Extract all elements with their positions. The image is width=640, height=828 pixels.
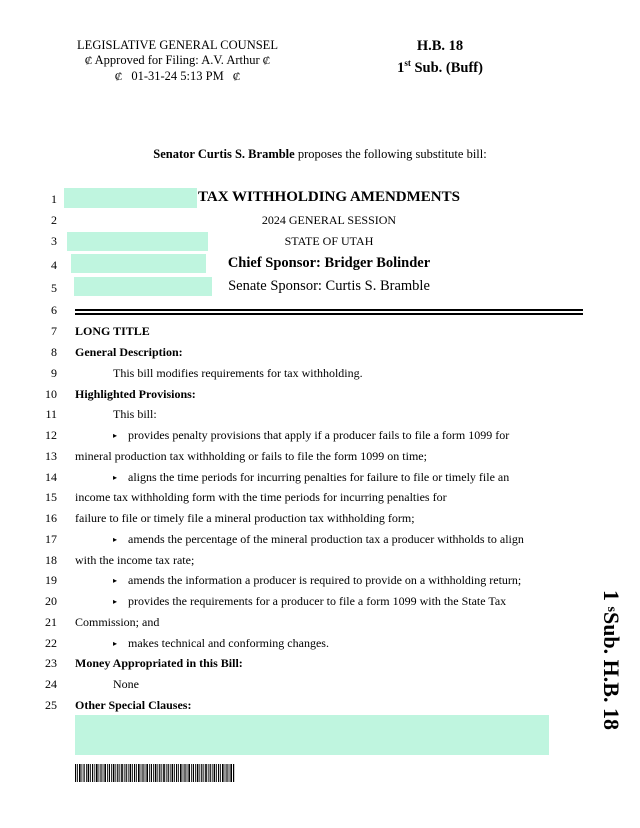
line-number: 14	[45, 470, 57, 484]
line-number: 6	[51, 303, 57, 317]
body-text: This bill:	[113, 407, 157, 421]
body-text: with the income tax rate;	[75, 553, 195, 567]
bullet-item	[113, 470, 509, 485]
bill-number: H.B. 18	[416, 38, 464, 54]
bullet-icon: ▸	[113, 431, 118, 440]
state-label: STATE OF UTAH	[284, 234, 374, 248]
line-number: 13	[45, 449, 57, 463]
side-sub-number: 1	[599, 590, 624, 601]
bullet-text: amends the information a producer is required to provide on a withholding return;	[128, 573, 522, 587]
line-number: 7	[51, 324, 57, 338]
approval-text: Approved for Filing: A.V. Arthur	[94, 53, 260, 67]
sub-rest: Sub. (Buff)	[410, 59, 483, 76]
body-text: None	[113, 677, 139, 691]
line-number: 25	[45, 698, 57, 712]
bullet-icon: ▸	[113, 639, 118, 648]
bullet-icon: ▸	[113, 535, 118, 544]
side-bill-id: Sub. H.B. 18	[599, 611, 624, 730]
bullet-text: makes technical and conforming changes.	[128, 636, 329, 650]
license-icon: ₡	[84, 55, 93, 67]
section-heading: Other Special Clauses:	[75, 698, 192, 712]
line-number: 18	[45, 553, 57, 567]
line-number: 8	[51, 345, 57, 359]
line-number: 17	[45, 532, 57, 546]
bill-id-header	[380, 38, 500, 77]
bullet-icon: ▸	[113, 576, 118, 585]
license-icon: ₡	[114, 71, 123, 83]
office-name: LEGISLATIVE GENERAL COUNSEL	[77, 38, 278, 52]
body-text: Commission; and	[75, 615, 160, 629]
barcode-icon	[75, 764, 235, 782]
section-heading: General Description:	[75, 345, 183, 359]
body-text: mineral production tax withholding or fails to file the form 1099 on time;	[75, 449, 427, 463]
proposer-line	[0, 147, 640, 162]
bullet-text: amends the percentage of the mineral production tax a producer withholds to align	[128, 532, 524, 546]
body-text: failure to file or timely file a mineral production tax withholding form;	[75, 511, 415, 525]
side-sub-s: s	[604, 606, 619, 612]
line-number: 21	[45, 615, 57, 629]
line-number: 15	[45, 490, 57, 504]
chief-sponsor: Chief Sponsor: Bridger Bolinder	[227, 255, 431, 271]
body-text: This bill modifies requirements for tax withholding.	[113, 366, 363, 380]
section-heading: Highlighted Provisions:	[75, 387, 196, 401]
line-number: 20	[45, 594, 57, 608]
line-number: 4	[51, 258, 57, 272]
line-number: 16	[45, 511, 57, 525]
line-number: 2	[51, 213, 57, 227]
bullet-item	[113, 636, 329, 651]
session-label: 2024 GENERAL SESSION	[261, 213, 397, 227]
title-divider	[75, 309, 583, 311]
section-heading: LONG TITLE	[75, 324, 150, 338]
senate-sponsor: Senate Sponsor: Curtis S. Bramble	[228, 278, 430, 294]
line-number: 23	[45, 656, 57, 670]
line-number: 9	[51, 366, 57, 380]
license-icon: ₡	[262, 55, 271, 67]
body-text: income tax withholding form with the time periods for incurring penalties for	[75, 490, 447, 504]
sub-ordinal: st	[404, 58, 411, 68]
section-heading: Money Appropriated in this Bill:	[75, 656, 243, 670]
line-number: 12	[45, 428, 57, 442]
line-number: 1	[51, 192, 57, 206]
line-number: 24	[45, 677, 57, 691]
timestamp-text: 01-31-24 5:13 PM	[131, 69, 224, 83]
bullet-text: provides penalty provisions that apply if a producer fails to file a form 1099 for	[128, 428, 510, 442]
sub-number: 1	[397, 59, 405, 76]
bullet-icon: ▸	[113, 473, 118, 482]
proposer-name: Senator Curtis S. Bramble	[153, 147, 295, 161]
substitute-label	[380, 55, 500, 77]
license-icon: ₡	[232, 71, 241, 83]
line-number: 5	[51, 281, 57, 295]
bullet-text: aligns the time periods for incurring penalties for failure to file or timely file an	[128, 470, 510, 484]
line-number: 10	[45, 387, 57, 401]
bullet-item	[113, 594, 506, 609]
drafting-office-header	[60, 38, 295, 85]
bullet-icon: ▸	[113, 597, 118, 606]
timestamp-line	[60, 69, 295, 85]
proposer-text: proposes the following substitute bill:	[294, 147, 487, 161]
bullet-item	[113, 532, 524, 547]
side-bill-label	[596, 590, 626, 760]
line-number: 3	[51, 234, 57, 248]
line-number: 19	[45, 573, 57, 587]
bullet-item	[113, 428, 509, 443]
highlight-block	[75, 715, 549, 755]
line-number: 22	[45, 636, 57, 650]
bullet-text: provides the requirements for a producer to file a form 1099 with the State Tax	[128, 594, 507, 608]
bill-title: TAX WITHHOLDING AMENDMENTS	[198, 189, 460, 205]
bullet-item	[113, 573, 521, 588]
title-divider	[75, 313, 583, 315]
line-number: 11	[45, 407, 57, 421]
approval-line	[60, 53, 295, 69]
